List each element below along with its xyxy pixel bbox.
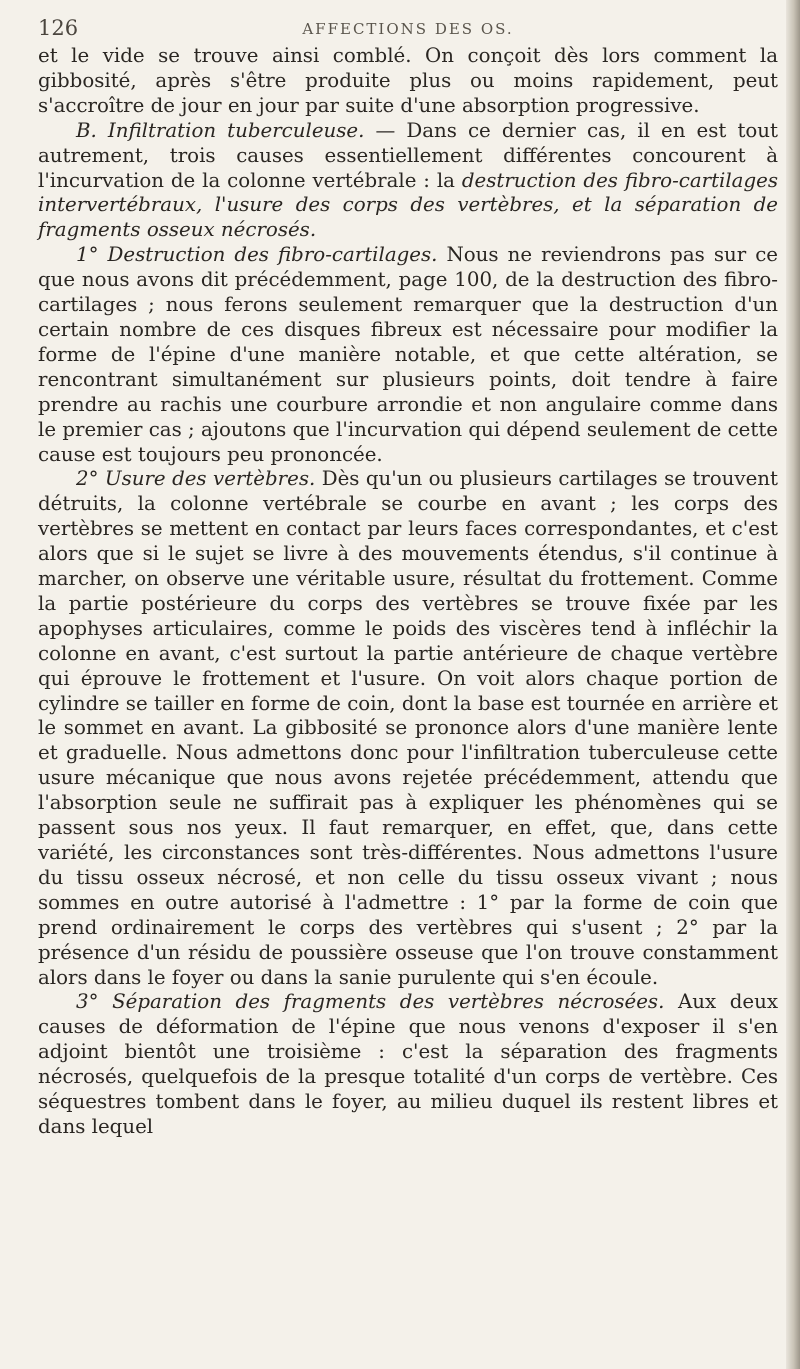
paragraph-text: — Dans ce dernier cas, il en est tout autrement, trois causes essentiellement différentes concourent à l'incurvation de la colonne vertébrale : la xyxy=(38,118,778,192)
paragraph-intro xyxy=(38,44,778,119)
page-number: 126 xyxy=(38,16,79,40)
paragraph-usure xyxy=(38,467,778,990)
paragraph-destruction xyxy=(38,243,778,467)
paragraph-text: Aux deux causes de déformation de l'épine que nous venons d'exposer il s'en adjoint bientôt une troisième : c'est la séparation des fragments nécrosés, quelquefois de la presque totalité d'un corps de vertèbre. Ces séquestres tombent dans le foyer, au milieu duquel ils restent libres et dans lequel xyxy=(38,990,778,1138)
section-heading: 2° Usure des vertèbres. xyxy=(76,467,316,491)
paragraph-infiltration xyxy=(38,119,778,244)
section-heading: 1° Destruction des fibro-cartilages. xyxy=(76,243,438,267)
causes-list: destruction des fibro-cartilages intervertébraux, l'usure des corps des vertèbres, et la séparation de fragments osseux nécrosés. xyxy=(38,168,778,242)
page-edge-shadow xyxy=(786,0,800,1369)
running-title: AFFECTIONS DES OS. xyxy=(302,20,514,38)
paragraph-separation xyxy=(38,990,778,1139)
section-heading: B. Infiltration tuberculeuse. xyxy=(76,118,365,142)
paragraph-text: Nous ne reviendrons pas sur ce que nous avons dit précédemment, page 100, de la destruction des fibro-cartilages ; nous ferons seulement remarquer que la destruction d'un certain nombre de ces disques fibreux est nécessaire pour modifier la forme de l'épine d'une manière notable, et que cette altération, se rencontrant simultanément sur plusieurs points, doit tendre à faire prendre au rachis une courbure arrondie et non angulaire comme dans le premier cas ; ajoutons que l'incurvation qui dépend seulement de cette cause est toujours peu prononcée. xyxy=(38,243,778,466)
paragraph-text: Dès qu'un ou plusieurs cartilages se trouvent détruits, la colonne vertébrale se courbe en avant ; les corps des vertèbres se mettent en contact par leurs faces correspondantes, et c'est alors que si le sujet se livre à des mouvements étendus, s'il continue à marcher, on observe une véritable usure, résultat du frottement. Comme la partie postérieure du corps des vertèbres se trouve fixée par les apophyses articulaires, comme le poids des viscères tend à infléchir la colonne en avant, c'est surtout la partie antérieure de chaque vertèbre qui éprouve le frottement et l'usure. On voit alors chaque portion de cylindre se tailler en forme de coin, dont la base est tournée en arrière et le sommet en avant. La gibbosité se prononce alors d'une manière lente et graduelle. Nous admettons donc pour l'infiltration tuberculeuse cette usure mécanique que nous avons rejetée précédemment, attendu que l'absorption seule ne suffirait pas à expliquer les phénomènes qui se passent sous nos yeux. Il faut remarquer, en effet, que, dans cette variété, les circonstances sont très-différentes. Nous admettons l'usure du tissu osseux nécrosé, et non celle du tissu osseux vivant ; nous sommes en outre autorisé à l'admettre : 1° par la forme de coin que prend ordinairement le corps des vertèbres qui s'usent ; 2° par la présence d'un résidu de poussière osseuse que l'on trouve constamment alors dans le foyer ou dans la sanie purulente qui s'en écoule. xyxy=(38,467,778,989)
body-text xyxy=(38,44,778,1140)
section-heading: 3° Séparation des fragments des vertèbres nécrosées. xyxy=(76,990,665,1014)
paragraph-text: et le vide se trouve ainsi comblé. On conçoit dès lors comment la gibbosité, après s'être produite plus ou moins rapidement, peut s'accroître de jour en jour par suite d'une absorption progressive. xyxy=(38,44,778,117)
page-header xyxy=(38,16,778,46)
